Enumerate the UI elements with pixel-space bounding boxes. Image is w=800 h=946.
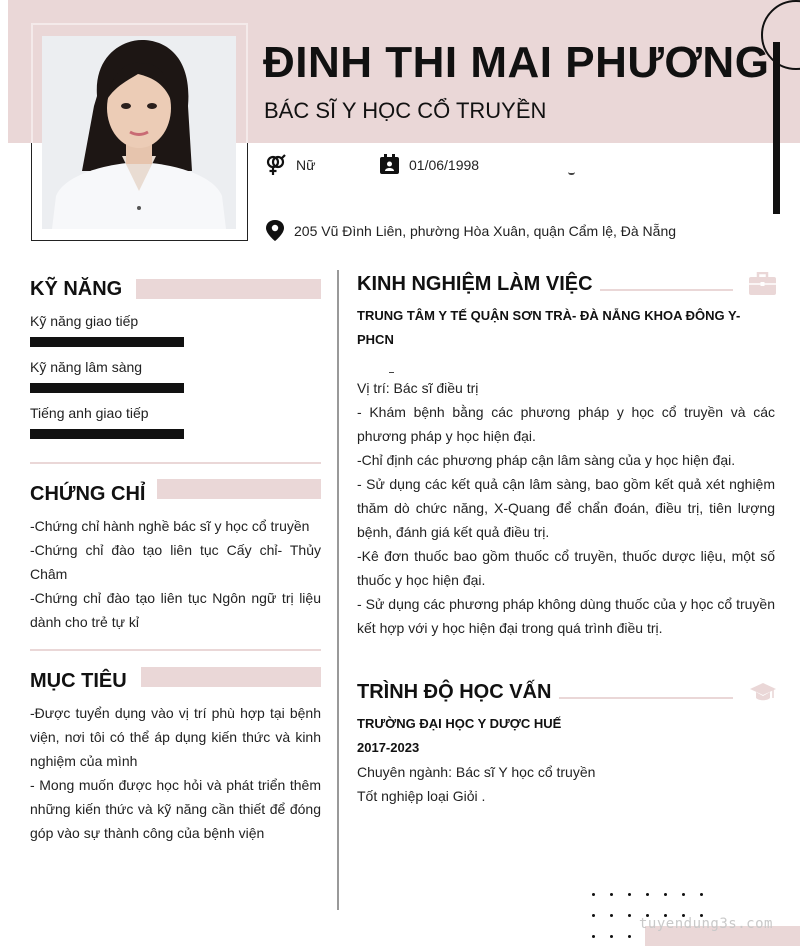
decorative-vertical-bar — [773, 42, 780, 214]
skill-label: Kỹ năng giao tiếp — [30, 313, 139, 329]
objective-list — [30, 701, 321, 845]
profile-photo — [42, 36, 236, 229]
watermark: tuyendung3s.com — [639, 916, 773, 932]
objective-item: - Mong muốn được học hỏi và phát triển thêm những kiến thức và kỹ năng cần thiết để đóng góp vào sự thành công của bệnh viện — [30, 777, 321, 841]
objective-title: MỤC TIÊU — [30, 670, 127, 692]
birthdate-row — [379, 154, 479, 175]
experience-details — [357, 376, 775, 640]
school-years: 2017-2023 — [357, 740, 420, 755]
decorative-mark — [568, 172, 575, 175]
certificate-item: -Chứng chỉ đào tạo liên tục Ngôn ngữ trị liệu dành cho trẻ tự kỉ — [30, 590, 321, 630]
certificates-title-bar — [157, 479, 321, 499]
education-title: TRÌNH ĐỘ HỌC VẤN — [357, 681, 552, 703]
school-major: Chuyên ngành: Bác sĩ Y học cổ truyền — [357, 764, 596, 780]
candidate-name: ĐINH THI MAI PHƯƠNG — [263, 38, 770, 87]
skill-bar — [30, 383, 184, 393]
gender-icon — [265, 154, 287, 176]
skill-bar — [30, 429, 184, 439]
school-name: TRƯỜNG ĐẠI HỌC Y DƯỢC HUẾ — [357, 716, 562, 731]
decorative-dash — [389, 372, 394, 373]
briefcase-icon — [749, 272, 776, 295]
experience-item: - Sử dụng các phương pháp không dùng thuốc của y học cổ truyền kết hợp với y học hiện đại trong quá trình điều trị. — [357, 596, 775, 636]
section-divider — [30, 462, 321, 464]
certificate-item: -Chứng chỉ hành nghề bác sĩ y học cổ truyền — [30, 518, 310, 534]
experience-item: -Chỉ định các phương pháp cận lâm sàng của y học hiện đại. — [357, 452, 736, 468]
skill-bar — [30, 337, 184, 347]
graduation-cap-icon — [750, 682, 776, 702]
gender-value: Nữ — [296, 157, 316, 173]
experience-item: - Khám bệnh bằng các phương pháp y học cổ truyền và các phương pháp y học hiện đại. — [357, 404, 775, 444]
skills-title-bar — [136, 279, 321, 299]
skill-label: Tiếng anh giao tiếp — [30, 405, 149, 421]
section-divider — [30, 649, 321, 651]
education-details — [357, 712, 595, 808]
school-grade: Tốt nghiệp loại Giỏi . — [357, 788, 486, 804]
certificates-list — [30, 514, 321, 634]
objective-item: -Được tuyển dụng vào vị trí phù hợp tại bệnh viện, nơi tôi có thể áp dụng kiến thức và kinh nghiệm của mình — [30, 705, 321, 769]
skill-label: Kỹ năng lâm sàng — [30, 359, 143, 375]
column-divider — [337, 270, 339, 910]
birthdate-value: 01/06/1998 — [409, 156, 480, 173]
education-title-line — [559, 697, 733, 699]
experience-title: KINH NGHIỆM LÀM VIỆC — [357, 273, 593, 295]
company-name: TRUNG TÂM Y TẾ QUẬN SƠN TRÀ- ĐÀ NẴNG KHOA ĐÔNG Y- PHCN — [357, 308, 741, 347]
candidate-role: BÁC SĨ Y HỌC CỔ TRUYỀN — [264, 98, 547, 123]
address-value: 205 Vũ Đình Liên, phường Hòa Xuân, quận Cẩm lệ, Đà Nẵng — [294, 223, 677, 239]
experience-item: -Kê đơn thuốc bao gồm thuốc cổ truyền, thuốc dược liệu, một số thuốc y học hiện đại. — [357, 548, 775, 588]
objective-title-bar — [141, 667, 321, 687]
experience-item: - Sử dụng các kết quả cận lâm sàng, bao gồm kết quả xét nghiệm thăm dò chức năng, X-Quang để chẩn đoán, điều trị, tiên lượng bệnh, đánh giá kết quả điều trị. — [357, 476, 775, 540]
job-position: Vị trí: Bác sĩ điều trị — [357, 380, 479, 396]
gender-row — [265, 154, 315, 176]
experience-title-line — [600, 289, 733, 291]
certificates-title: CHỨNG CHỈ — [30, 483, 146, 505]
calendar-icon — [379, 154, 400, 175]
certificate-item: -Chứng chỉ đào tạo liên tục Cấy chỉ- Thủy Châm — [30, 542, 321, 582]
skills-title: KỸ NĂNG — [30, 278, 123, 300]
address-row — [265, 220, 676, 242]
location-pin-icon — [265, 220, 285, 242]
